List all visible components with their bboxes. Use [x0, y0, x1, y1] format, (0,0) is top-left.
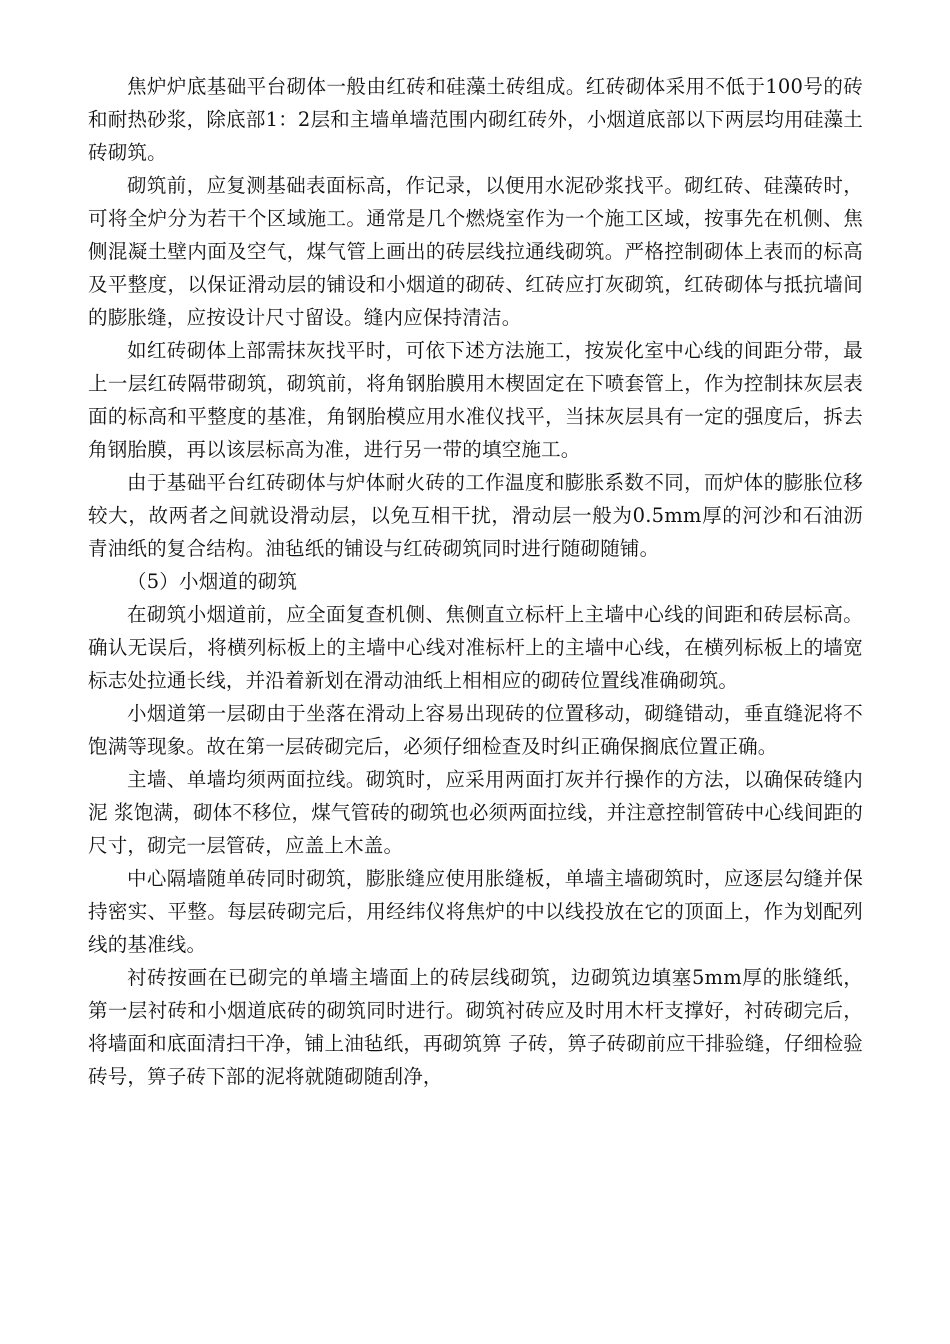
paragraph-first-layer-check: 小烟道第一层砌由于坐落在滑动上容易出现砖的位置移动，砌缝错动，垂直缝泥将不饱满等现象。故在第一层砖砌完后，必须仔细检查及时纠正确保搁底位置正确。: [88, 702, 863, 758]
document-page: [88, 70, 863, 1093]
paragraph-sliding-layer: 由于基础平台红砖砌体与炉体耐火砖的工作温度和膨胀系数不同，而炉体的膨胀位移较大，故两者之间就设滑动层，以免互相干扰，滑动层一般为0.5mm厚的河沙和石油沥青油纸的复合结构。油毡纸的铺设与红砖砌筑同时进行随砌随铺。: [88, 471, 863, 560]
section-heading-small-flue: （5）小烟道的砌筑: [127, 570, 298, 593]
paragraph-wall-stringing: 主墙、单墙均须两面拉线。砌筑时，应采用两面打灰并行操作的方法，以确保砖缝内泥 浆饱满，砌体不移位，煤气管砖的砌筑也必须两面拉线，并注意控制管砖中心线间距的尺寸，砌完一层管砖，应盖上木盖。: [88, 768, 863, 857]
paragraph-foundation-composition: 焦炉炉底基础平台砌体一般由红砖和硅藻土砖组成。红砖砌体采用不低于100号的砖和耐热砂浆，除底部1：2层和主墙单墙范围内砌红砖外，小烟道底部以下两层均用硅藻土砖砌筑。: [88, 75, 863, 164]
paragraph-masonry-preparation: 砌筑前，应复测基础表面标高，作记录，以便用水泥砂浆找平。砌红砖、硅藻砖时，可将全炉分为若干个区域施工。通常是几个燃烧室作为一个施工区域，按事先在机侧、焦侧混凝土壁内面及空气，煤气管上画出的砖层线拉通线砌筑。严格控制砌体上表而的标高及平整度，以保证滑动层的铺设和小烟道的砌砖、红砖应打灰砌筑，红砖砌体与抵抗墙间的膨胀缝，应按设计尺寸留设。缝内应保持清洁。: [88, 174, 863, 329]
paragraph-center-partition: 中心隔墙随单砖同时砌筑，膨胀缝应使用胀缝板，单墙主墙砌筑时，应逐层勾缝并保持密实、平整。每层砖砌完后，用经纬仪将焦炉的中以线投放在它的顶面上，作为划配列线的基准线。: [88, 867, 863, 956]
paragraph-small-flue-recheck: 在砌筑小烟道前，应全面复查机侧、焦侧直立标杆上主墙中心线的间距和砖层标高。确认无误后，将横列标板上的主墙中心线对准标杆上的主墙中心线，在横列标板上的墙宽标志处拉通长线，并沿着新划在滑动油纸上相相应的砌砖位置线准确砌筑。: [88, 603, 863, 692]
paragraph-plaster-leveling: 如红砖砌体上部需抹灰找平时，可依下述方法施工，按炭化室中心线的间距分带，最上一层红砖隔带砌筑，砌筑前，将角钢胎膜用木楔固定在下喷套管上，作为控制抹灰层表面的标高和平整度的基准，角钢胎模应用水准仪找平，当抹灰层具有一定的强度后，拆去角钢胎膜，再以该层标高为准，进行另一带的填空施工。: [88, 339, 863, 461]
paragraph-lining-brick: 衬砖按画在已砌完的单墙主墙面上的砖层线砌筑，边砌筑边填塞5mm厚的胀缝纸，第一层衬砖和小烟道底砖的砌筑同时进行。砌筑衬砖应及时用木杆支撑好，衬砖砌完后，将墙面和底面清扫干净，铺上油毡纸，再砌筑箅 子砖，箅子砖砌前应干排验缝，仔细检验砖号，箅子砖下部的泥将就随砌随刮净，: [88, 966, 863, 1088]
